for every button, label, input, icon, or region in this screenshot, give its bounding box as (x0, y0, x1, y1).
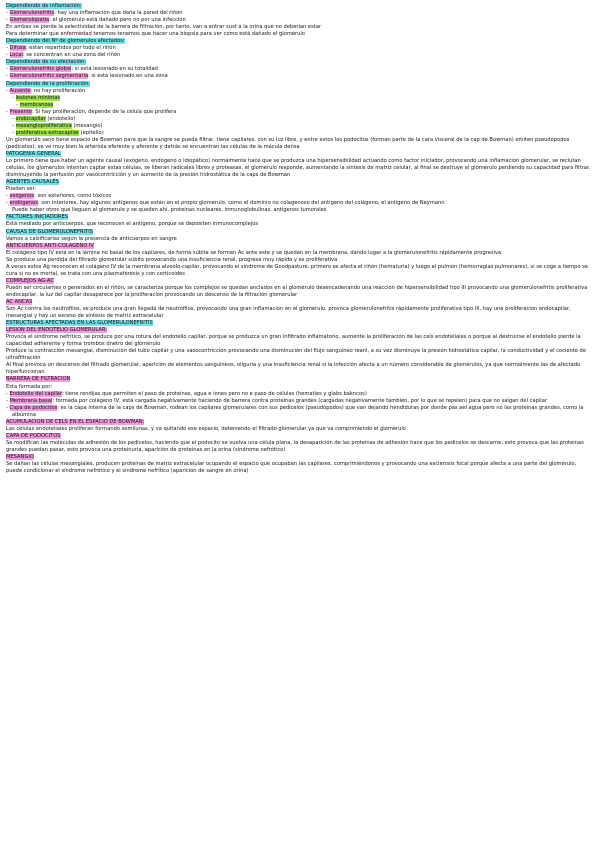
line-text: Son Ac contra los neutrófilos, se produce una gran llegada de neutrófilos, provocando una gran inflamación en el glomérulo, provoca glomerulonefritis rápidamente proliferativa tipo III, hay una proliferación endocapilar, mesangial y hay un exceso de síntesis de matriz extracelular (6, 306, 571, 320)
line-text: En ambas se pierde la selectividad de la barrera de filtración, por tanto, van a entrar sust a la orina que no deberían estar (6, 24, 322, 31)
line-text: (mesangio) (71, 122, 103, 129)
line-text: : no hay proliferación (30, 87, 86, 94)
line-text: Lo primero tiene que haber un agente causal (exógeno, endógeno o idiopático) normalmente hace que se produzca una hipersensibilidad actuando como factor iniciador, provocando una inflamación glomerular, se reclutan células, los glomerulos intentan captar estas células, se liberan radicales libres y proteasas, el glomérulo responde, aumentando la síntesis de matriz celular, al final se destruye el glomérulo perdiendo su capacidad para filtrar, disminuyendo la perfusión por vasocontricción y un aumento de la presión hidrostática de la caps de Bowman (6, 158, 591, 179)
text-line (6, 38, 592, 45)
line-text: Un glomérulo sano tiene espacio de Bowman para que la sangre se pueda filtrar, tiene capilares, con su luz libre, y entre estos los podocitos (forman parte de la cara visceral de la cap de Bowman) emiten pseudópodos (pedicelos), se ve muy bien la arteriola eferente y aferente y detrás se encuentran las células de la mácula densa (6, 136, 570, 150)
text-line (6, 59, 592, 66)
text-line (6, 45, 592, 52)
text-line (6, 221, 592, 228)
line-text: Provoca el síndrome nefrítico, se produce por una rotura del endotelio capilar, porque se produzca un gran infiltrado inflamatorio, aumente la proliferación de las cels endoteliales o porque al destruirse el endotelio pierde la capacidad adherente y forma trombos dnetro del glomérulo (6, 334, 581, 348)
text-line (6, 31, 592, 38)
text-line (6, 102, 592, 109)
highlighted-term: lesiones mínimas (15, 94, 61, 101)
highlighted-term: ESTRUCTURAS AFECTADAS EN LAS GLOMERULONEFRITIS (6, 320, 153, 327)
line-text: : es la capa interna de la caps de Bowman, rodean los capilares glomerulares con sus pedicelos (pseudópodos) que van dejando hendiduras por donde pas ael agua pero no las proteínas grandes, como la albúmina (12, 404, 584, 418)
text-line (6, 81, 592, 88)
text-line (6, 327, 592, 334)
text-line (6, 454, 592, 461)
highlighted-term: Endotelio del capilar (9, 390, 62, 397)
text-line (6, 426, 592, 433)
line-text: - (6, 397, 10, 404)
line-text: - (6, 73, 10, 80)
highlighted-term: Glomerulopatía (9, 17, 50, 24)
highlighted-term: Ausente (9, 87, 31, 94)
highlighted-term: CAPA DE PODOCITOS (6, 432, 61, 439)
text-line (6, 348, 592, 362)
text-line (6, 391, 592, 398)
text-line (6, 158, 592, 179)
text-line (6, 264, 592, 278)
highlighted-term: LESIÓN DEL ENDOTELIO GLOMERULAR: (6, 327, 108, 334)
notes-document (6, 3, 592, 475)
line-text: : están repartidos por todo el riñón (25, 45, 116, 52)
line-text: - (6, 45, 10, 52)
line-text: - (6, 193, 10, 200)
line-text: Se dañan las células mesangiales, producen proteínas de matriz extracelular ocupando el espacio que ocupaban las capilares, comprimiéndonos y provocando una esclerosis focal porque afecta a una parte del glomérulo, puede condicionar el síndrome nefrótico y el síndrome nefrítico (aparición de sangre en orina) (6, 461, 577, 475)
line-text: : si está lesionado en una zona (88, 73, 168, 80)
text-line (6, 24, 592, 31)
line-text: - (12, 94, 16, 101)
highlighted-term: Local (9, 52, 23, 59)
line-text: Para determinar que enfermedad tenemos tenemos que hacer una biopsia para ver como está dañado el glomérulo (6, 31, 305, 38)
text-line (6, 433, 592, 440)
line-text: - (6, 87, 10, 94)
text-line (6, 250, 592, 257)
line-text: Produce la contracción mesangial, disminución del tubo capilar y una vasocontricción provocando una disminución del flujo sanguíneo reanl, a su vez disminuye la presión hidrostática capilar, la conductividad y el cociente de ultrafiltración (6, 348, 586, 362)
highlighted-term: endógenos (9, 200, 38, 207)
text-line (6, 376, 592, 383)
text-line (6, 306, 592, 320)
highlighted-term: membranosa (19, 101, 54, 108)
line-text: - (12, 129, 16, 136)
highlighted-term: FACTORES INICIADORES (6, 214, 68, 221)
text-line (6, 243, 592, 250)
line-text: Puede haber otros que lleguen al glomerulo y se queden ahí, proteínas nucleares, inmunoglobulinas, antígenos tumorales (12, 207, 327, 214)
line-text: Las células endoteliales proliferan formando semilunas, y va quitando ese espacio, deteniendo el filtrado glomerular ya que va comprimiendo el glomérulo (6, 425, 406, 432)
highlighted-term: Glomerulonefritis segmentaria (9, 73, 89, 80)
text-line (6, 10, 592, 17)
highlighted-term: Dependiendo del Nº de glomérulos afectados: (6, 38, 125, 45)
line-text: El colágeno tipo IV está en la lámina no basal de los capilares, de forma súbita se forman Ac ante este y se quedan en la membrana, dando lugar a la glomerulonefritis rápidamente progresiva (6, 249, 502, 256)
text-line (6, 200, 592, 207)
line-text: - (6, 52, 10, 59)
highlighted-term: MESANGIO (6, 454, 34, 460)
highlighted-term: Glomerulonefritis (9, 10, 55, 17)
highlighted-term: ACUMULACIÓN DE CELS EN EL ESPACIO DE BOWMAN: (6, 418, 145, 425)
text-line (6, 207, 592, 214)
line-text: - (12, 122, 16, 129)
text-line (6, 66, 592, 73)
highlighted-term: Membrana basal (9, 397, 53, 404)
highlighted-term: Dependiendo de inflamación: (6, 3, 82, 9)
line-text: (epitelio) (79, 129, 104, 136)
text-line (6, 362, 592, 376)
text-line (6, 17, 592, 24)
line-text: : Si hay proliferación, depende de la célula que prolifera (31, 108, 177, 115)
text-line (6, 229, 592, 236)
text-line (6, 299, 592, 306)
line-text: - (6, 17, 10, 24)
text-line (6, 88, 592, 95)
highlighted-term: COMPLEJOS AG-AC (6, 277, 54, 284)
text-line (6, 214, 592, 221)
text-line (6, 73, 592, 80)
highlighted-term: AGENTES CAUSALES (6, 179, 59, 186)
line-text: Se modifican las moléculas de adhesión de los pedicelos, haciendo que el podocito se vuelva una célula plana, la desaparición de las proteínas de adhesión hace que los pedicelos se descarne, esto provoca que las proteínas grandes puedan pasar, esto provoca una proteinuria, aparición de proteínas en la orina (síndrome nefrótico) (6, 439, 584, 453)
line-text: - (6, 200, 10, 207)
line-text: - (6, 404, 10, 411)
highlighted-term: Difusa (9, 45, 26, 52)
highlighted-term: Glomerulonefritis global (9, 66, 72, 73)
text-line (6, 257, 592, 264)
text-line (6, 151, 592, 158)
highlighted-term: proliferativa extracapilar (15, 129, 80, 136)
line-text: Esta formada por: (6, 383, 53, 390)
line-text: Se produce una perdida del filtrado glomerular súbito provocando una insuficiencia renal, progresa muy rápido y es proliferativa (6, 256, 338, 263)
highlighted-term: Capa de podocitos (9, 404, 58, 411)
line-text: - (6, 390, 10, 397)
text-line (6, 334, 592, 348)
line-text: Vamos a calsificarlas según la presencia de anticuerpos en sangre (6, 235, 177, 242)
line-text: : formada por colágeno IV, está cargada negativamente haciendo de barrera contra proteínas grandes (cargadas negativamente también, por lo que se repelen) para que no salgan del capilar (52, 397, 547, 404)
highlighted-term: AC ANCAS (6, 298, 33, 305)
text-line (6, 320, 592, 327)
line-text: A veces estos Ag reconocen el colágeno IV de la membrana alveolo-capilar, provocando el síndrome de Goodpasture, primero se afecta el riñón (hematuria) y luego el pulmón (hemorragias pulmonares), si se coge a tiempo se cura si no es mortal, se trata con una plasmaféresis y con corticoides (6, 263, 589, 277)
text-line (6, 419, 592, 426)
line-text: - (6, 10, 10, 17)
line-text: : el glomérulo está dañado pero no por una infección (49, 17, 186, 24)
text-line (6, 278, 592, 285)
text-line (6, 95, 592, 102)
text-line (6, 384, 592, 391)
text-line (6, 116, 592, 123)
line-text: - (12, 115, 16, 122)
line-text: Pueden ser: (6, 186, 37, 193)
line-text: : son interiores, hay algunos antígenos que están en el propio glomérulo, como el dominio no colagenoso del antígeno del colágeno, el antígeno de Neymann (37, 200, 445, 207)
line-text: : se concentran en una zona del riñón (22, 52, 121, 59)
line-text: : si está lesionado en su totalidad (71, 66, 158, 73)
text-line (6, 398, 592, 405)
text-line (6, 3, 592, 10)
text-line (6, 123, 592, 130)
text-line (6, 440, 592, 454)
text-line (6, 236, 592, 243)
highlighted-term: exógenos (9, 193, 35, 200)
text-line (6, 109, 592, 116)
text-line (6, 405, 592, 419)
highlighted-term: Dependiendo de la proliferación: (6, 80, 91, 87)
line-text: Al final provoca un descenso del filtrado glomerular, aparición de elementos sanguíneos, oliguria y una insuficiencia renal si la infección afecta a un número considerable de glomérulos, ya que normalmente las de afectado hiperfuncionan (6, 362, 581, 376)
line-text: : son exteriores, como tóxicos (34, 193, 112, 200)
highlighted-term: mesangioproliferativa (15, 122, 72, 129)
highlighted-term: CAUSAS DE GLOMERULONEFRITIS (6, 228, 93, 235)
highlighted-term: PATOGENIA GENERAL (6, 150, 61, 157)
highlighted-term: endocapilar (15, 115, 46, 122)
line-text: : tiene rendijas que permiten el paso de proteínas, agua e iones pero no e paso de células (hematíes y glabs bakncos) (62, 390, 367, 397)
line-text: - (6, 108, 10, 115)
highlighted-term: ANTICUERPOS ANTI-COLAGENO IV (6, 242, 94, 249)
highlighted-term: Presente (9, 108, 32, 115)
highlighted-term: Dependiendo de su afectación: (6, 59, 87, 66)
line-text: - (6, 66, 10, 73)
text-line (6, 52, 592, 59)
text-line (6, 130, 592, 137)
line-text: Puedn ser circulantes o generados en el riñón, se caracteriza porque los complejos se quedan anclados en el glomérulo desencadenando una reacción de hipersensibilidad tipo III provocando una glomerulonefritis proliferativa endocapilar, la luz del capilar desaparece por la proliferación provocando un descenso de la filtración glomerular (6, 284, 588, 298)
text-line (6, 285, 592, 299)
highlighted-term: BARRERA DE FILTRACIÓN (6, 376, 71, 383)
line-text: - (16, 101, 20, 108)
text-line (6, 179, 592, 186)
text-line (6, 461, 592, 475)
text-line (6, 137, 592, 151)
text-line (6, 186, 592, 193)
line-text: : hay una inflamación que daña la pared del riñón (54, 10, 183, 17)
line-text: (endotelio) (45, 115, 76, 122)
text-line (6, 193, 592, 200)
line-text: Está mediado por anticuerpos, que reconocen el antígeno, porque se depositen inmunocomplejos (6, 221, 259, 228)
